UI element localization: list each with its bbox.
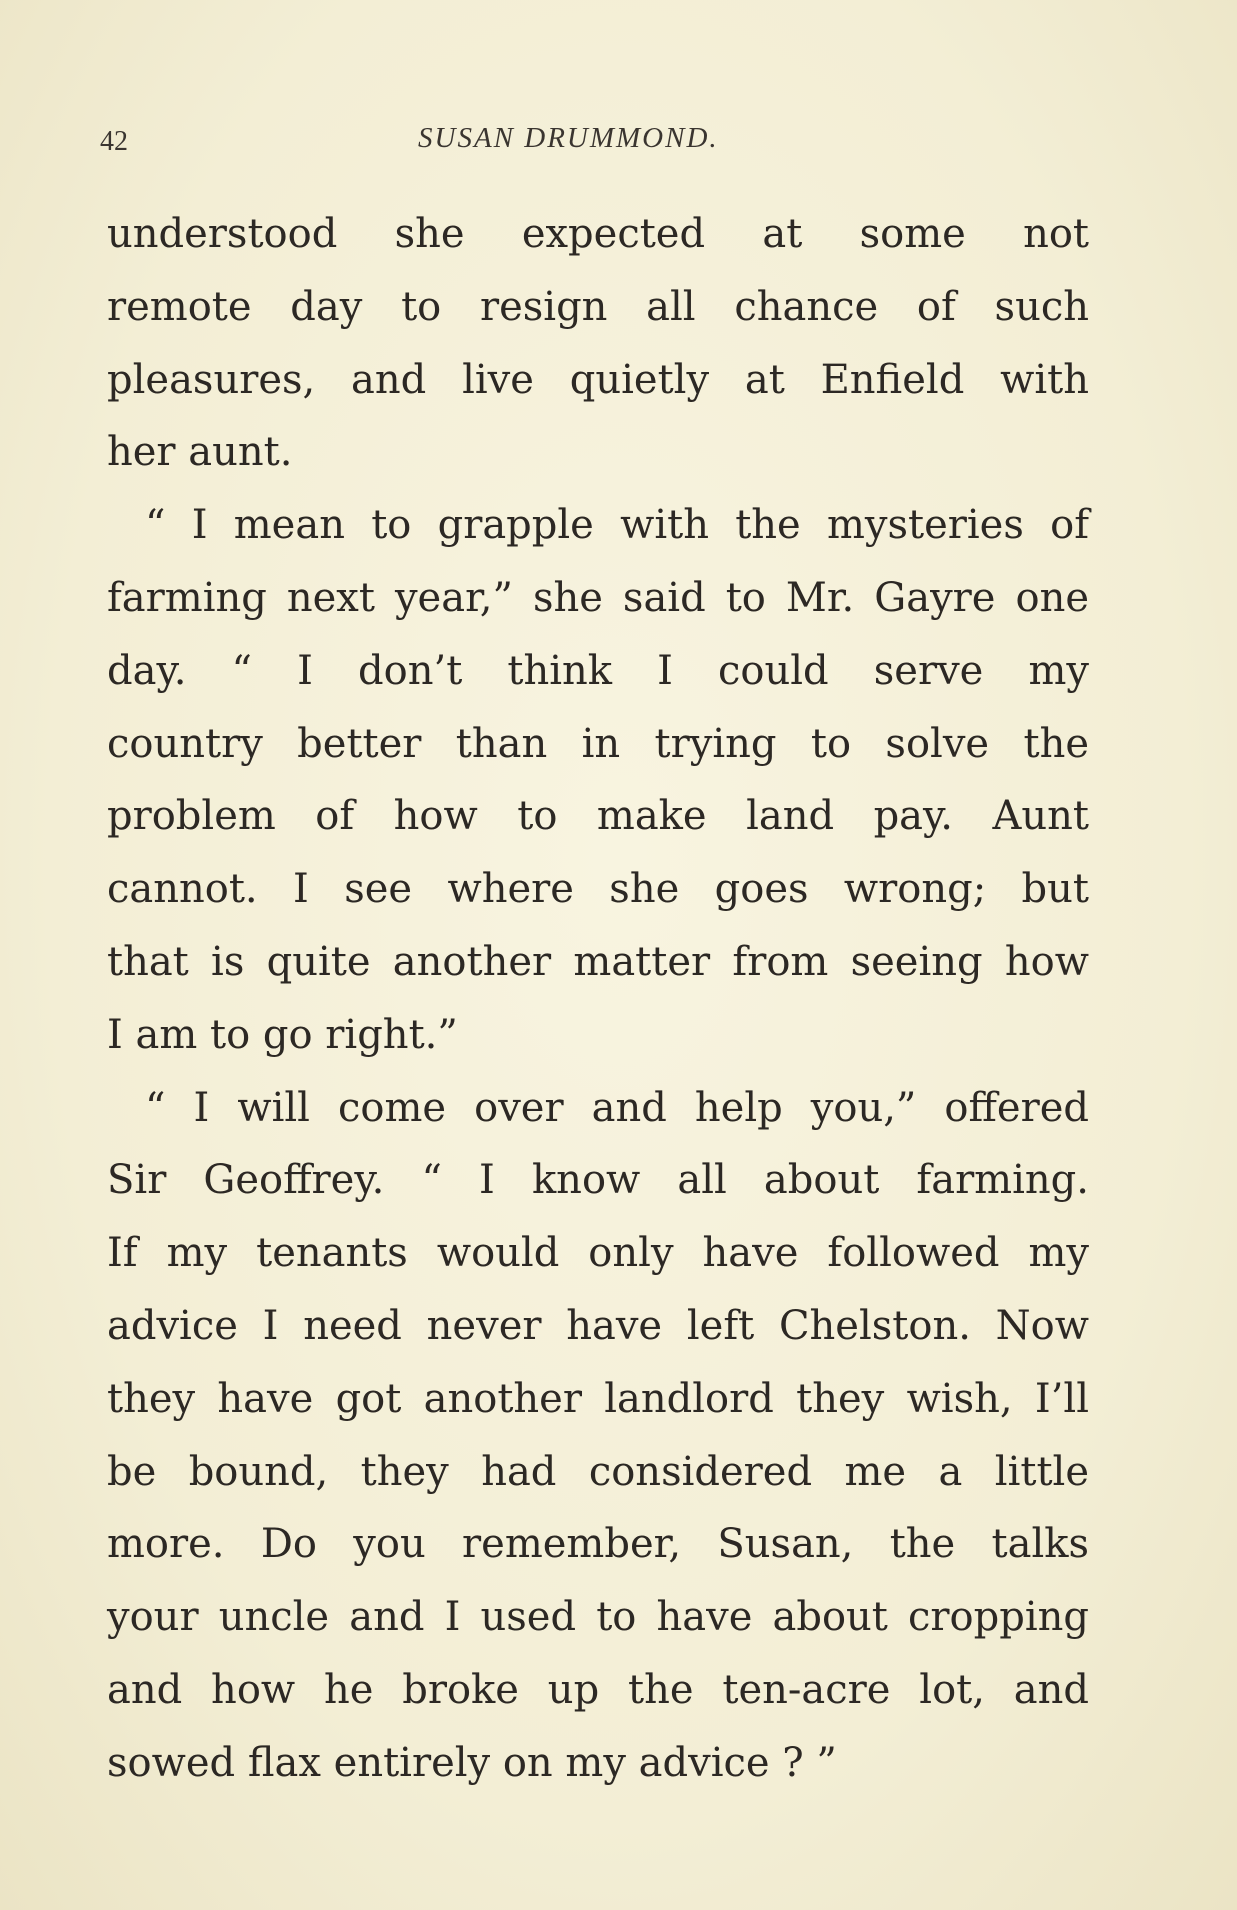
text-line: If my tenants would only have followed my [107,1230,1089,1277]
text-line: your uncle and I used to have about cropping [107,1594,1089,1641]
text-line: that is quite another matter from seeing how [107,938,1089,985]
text-line: her aunt. [107,429,293,476]
text-line: “ I mean to grapple with the mysteries of [145,502,1089,549]
body-text [107,198,1089,1800]
text-line: I am to go right.” [107,1011,458,1058]
running-title: SUSAN DRUMMOND. [418,122,719,154]
text-line: farming next year,” she said to Mr. Gayre one [107,574,1089,621]
page-header [100,122,780,162]
text-line: day. “ I don’t think I could serve my [107,647,1089,694]
text-line: be bound, they had considered me a little [107,1448,1089,1495]
text-line: and how he broke up the ten-acre lot, and [107,1666,1089,1713]
text-line: pleasures, and live quietly at Enfield with [107,356,1089,403]
text-line: advice I need never have left Chelston. Now [107,1302,1089,1349]
text-line: understood she expected at some not [107,211,1089,257]
text-line: country better than in trying to solve the [107,720,1089,767]
text-line: “ I will come over and help you,” offered [145,1084,1089,1131]
page-number: 42 [100,126,128,157]
text-line: cannot. I see where she goes wrong; but [107,866,1089,913]
text-line: they have got another landlord they wish, I’ll [107,1375,1089,1422]
text-line: problem of how to make land pay. Aunt [107,793,1089,840]
text-line: sowed flax entirely on my advice ? ” [107,1739,837,1786]
text-line: remote day to resign all chance of such [107,283,1089,330]
text-line: Sir Geoffrey. “ I know all about farming. [107,1157,1089,1204]
text-line: more. Do you remember, Susan, the talks [107,1521,1089,1568]
